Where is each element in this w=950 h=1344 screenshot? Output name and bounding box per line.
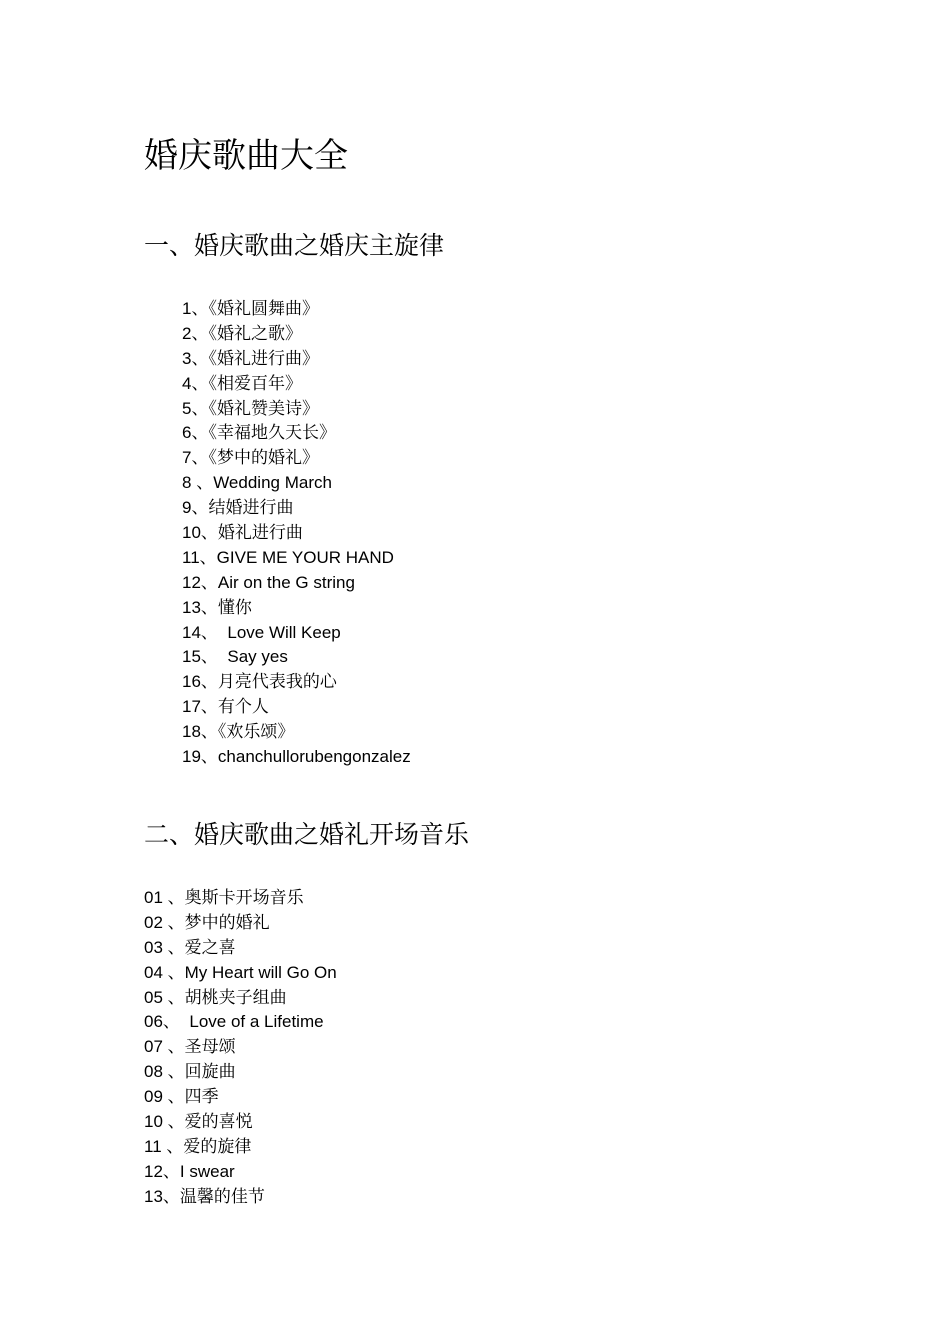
song-title: chanchullorubengonzalez — [217, 747, 411, 767]
song-title: 有个人 — [217, 697, 269, 718]
item-number: 10 — [182, 523, 201, 543]
list-item — [182, 670, 411, 695]
item-separator: 、 — [191, 423, 209, 444]
song-title: 爱之喜 — [184, 937, 236, 958]
list-item — [182, 645, 411, 670]
song-list-opening-music — [144, 886, 337, 1210]
item-number: 04 — [144, 962, 168, 982]
list-item — [182, 322, 411, 347]
item-separator: 、 — [191, 373, 209, 394]
item-separator: 、 — [200, 622, 218, 643]
item-number: 2 — [182, 323, 192, 343]
list-item — [144, 961, 337, 986]
item-number: 02 — [144, 912, 168, 932]
item-separator: 、 — [200, 572, 218, 593]
list-item — [144, 1060, 337, 1085]
list-item — [144, 1110, 337, 1135]
list-item — [182, 297, 411, 322]
item-separator: 、 — [191, 348, 209, 369]
item-number: 18 — [182, 722, 201, 742]
list-item — [144, 986, 337, 1011]
item-number: 7 — [182, 448, 192, 468]
song-title: 奥斯卡开场音乐 — [184, 888, 304, 908]
song-list-main-melody — [182, 297, 411, 770]
song-title: 回旋曲 — [184, 1062, 236, 1083]
item-number: 13 — [182, 597, 201, 617]
song-title: Say yes — [217, 647, 288, 667]
song-title: 温馨的佳节 — [179, 1186, 265, 1207]
item-number: 9 — [182, 498, 192, 518]
item-separator: 、 — [167, 987, 185, 1008]
item-number: 8 — [182, 473, 197, 493]
song-title: GIVE ME YOUR HAND — [216, 547, 394, 567]
list-item — [182, 372, 411, 397]
item-number: 08 — [144, 1062, 168, 1082]
song-title: Love of a Lifetime — [179, 1012, 324, 1032]
song-title: 《相爱百年》 — [208, 373, 302, 394]
item-number: 19 — [182, 747, 201, 767]
item-separator: 、 — [200, 647, 218, 668]
item-separator: 、 — [196, 473, 214, 494]
song-title: 《婚礼圆舞曲》 — [208, 299, 319, 319]
item-number: 11 — [182, 547, 200, 567]
list-item — [182, 521, 411, 546]
list-item — [144, 886, 337, 911]
item-separator: 、 — [167, 1112, 185, 1133]
list-item — [182, 596, 411, 621]
item-separator: 、 — [162, 1161, 180, 1182]
item-separator: 、 — [200, 722, 218, 743]
list-item — [182, 745, 411, 770]
song-title: Love Will Keep — [217, 622, 341, 642]
list-item — [144, 1085, 337, 1110]
song-title: 梦中的婚礼 — [184, 912, 270, 933]
item-separator: 、 — [167, 1037, 185, 1058]
item-number: 17 — [182, 697, 201, 717]
item-separator: 、 — [191, 299, 209, 319]
item-number: 01 — [144, 888, 168, 907]
item-separator: 、 — [167, 1087, 185, 1108]
song-title: 《婚礼进行曲》 — [208, 348, 319, 369]
item-number: 6 — [182, 423, 192, 443]
item-number: 4 — [182, 373, 192, 393]
item-separator: 、 — [191, 398, 209, 419]
song-title: 《婚礼之歌》 — [208, 323, 302, 344]
item-number: 12 — [182, 572, 201, 592]
item-separator: 、 — [167, 962, 185, 983]
item-number: 15 — [182, 647, 201, 667]
item-separator: 、 — [167, 937, 185, 958]
item-number: 06 — [144, 1012, 163, 1032]
item-separator: 、 — [200, 597, 218, 618]
song-title: 《婚礼赞美诗》 — [208, 398, 319, 419]
song-title: Wedding March — [213, 473, 332, 493]
item-number: 12 — [144, 1161, 163, 1181]
item-number: 13 — [144, 1186, 163, 1206]
song-title: 《幸福地久天长》 — [208, 423, 336, 444]
song-title: 月亮代表我的心 — [217, 672, 337, 693]
list-item — [182, 571, 411, 596]
item-number: 11 — [144, 1136, 167, 1156]
item-separator: 、 — [162, 1186, 180, 1207]
item-number: 1 — [182, 299, 192, 318]
song-title: 爱的喜悦 — [184, 1112, 253, 1133]
song-title: 圣母颂 — [184, 1037, 236, 1058]
item-separator: 、 — [191, 448, 209, 469]
list-item — [144, 1135, 337, 1160]
song-title: 爱的旋律 — [183, 1136, 252, 1157]
section-heading-main-melody: 一、婚庆歌曲之婚庆主旋律 — [144, 231, 445, 260]
item-number: 10 — [144, 1112, 168, 1132]
list-item — [182, 421, 411, 446]
section-heading-opening-music: 二、婚庆歌曲之婚礼开场音乐 — [144, 820, 470, 849]
song-title: 四季 — [184, 1087, 219, 1108]
list-item — [144, 936, 337, 961]
song-title: I swear — [179, 1161, 235, 1181]
item-number: 03 — [144, 937, 168, 957]
list-item — [144, 1035, 337, 1060]
song-title: My Heart will Go On — [184, 962, 337, 982]
item-number: 05 — [144, 987, 168, 1007]
list-item — [182, 720, 411, 745]
item-number: 16 — [182, 672, 201, 692]
item-separator: 、 — [200, 672, 218, 693]
list-item — [182, 347, 411, 372]
item-number: 09 — [144, 1087, 168, 1107]
song-title: 懂你 — [217, 597, 252, 618]
song-title: 《梦中的婚礼》 — [208, 448, 319, 469]
list-item — [182, 695, 411, 720]
list-item — [144, 911, 337, 936]
song-title: Air on the G string — [217, 572, 355, 592]
list-item — [182, 496, 411, 521]
list-item — [182, 621, 411, 646]
list-item — [144, 1185, 337, 1210]
item-number: 3 — [182, 348, 192, 368]
item-separator: 、 — [200, 523, 218, 544]
song-title: 《欢乐颂》 — [217, 722, 295, 743]
item-separator: 、 — [167, 912, 185, 933]
item-separator: 、 — [200, 697, 218, 718]
item-separator: 、 — [200, 747, 218, 768]
item-separator: 、 — [199, 547, 217, 568]
song-title: 结婚进行曲 — [208, 498, 294, 519]
item-separator: 、 — [162, 1012, 180, 1033]
item-separator: 、 — [191, 498, 209, 519]
list-item — [182, 446, 411, 471]
item-separator: 、 — [166, 1136, 184, 1157]
item-separator: 、 — [167, 1062, 185, 1083]
item-separator: 、 — [167, 888, 185, 908]
list-item — [182, 546, 411, 571]
list-item — [182, 397, 411, 422]
song-title: 胡桃夹子组曲 — [184, 987, 287, 1008]
list-item — [144, 1010, 337, 1035]
item-number: 07 — [144, 1037, 168, 1057]
song-title: 婚礼进行曲 — [217, 523, 303, 544]
item-number: 14 — [182, 622, 201, 642]
item-number: 5 — [182, 398, 192, 418]
item-separator: 、 — [191, 323, 209, 344]
list-item — [182, 471, 411, 496]
document-title: 婚庆歌曲大全 — [144, 136, 348, 176]
list-item — [144, 1160, 337, 1185]
